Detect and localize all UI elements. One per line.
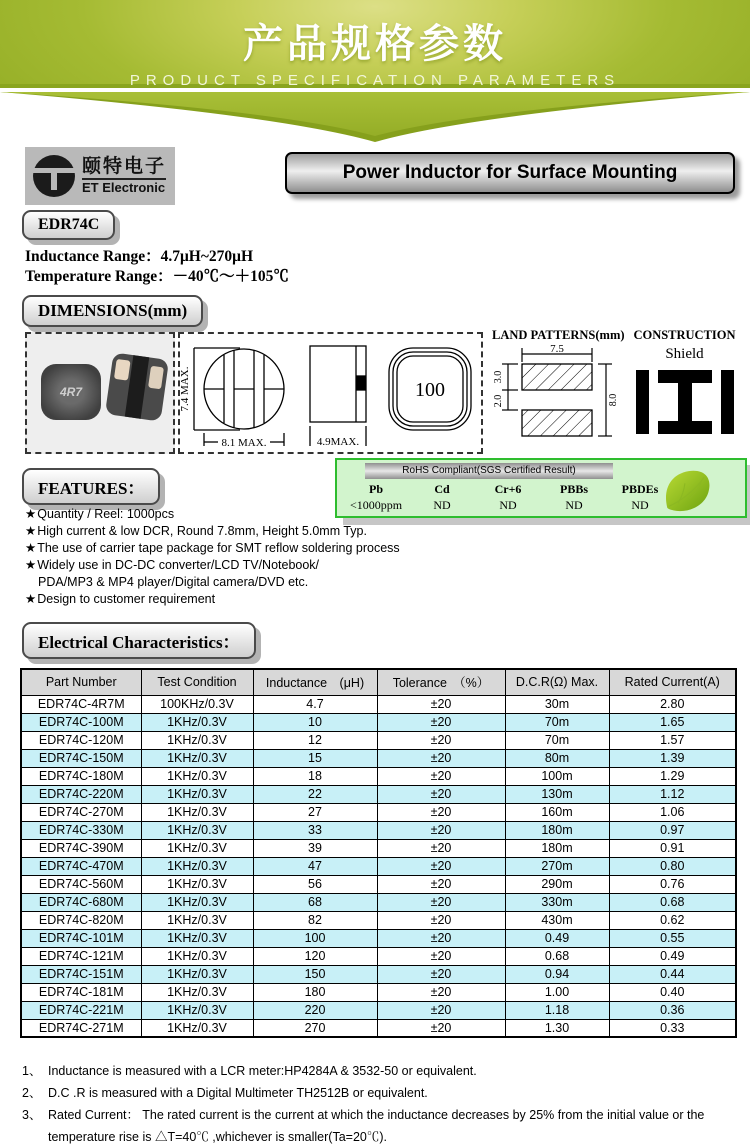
series-badge (22, 210, 115, 240)
table-cell: EDR74C-221M (21, 1001, 141, 1019)
table-cell: ±20 (377, 803, 505, 821)
table-cell: ±20 (377, 785, 505, 803)
feature-item (25, 523, 445, 540)
table-cell: ±20 (377, 767, 505, 785)
rohs-substance: Pb (368, 482, 383, 496)
table-cell: 0.68 (609, 893, 736, 911)
feature-text: Design to customer requirement (37, 592, 216, 606)
table-cell: 1KHz/0.3V (141, 875, 253, 893)
product-title: Power Inductor for Surface Mounting (342, 162, 678, 183)
note-number: 1、 (22, 1064, 42, 1078)
table-cell: 0.36 (609, 1001, 736, 1019)
table-cell: 0.40 (609, 983, 736, 1001)
table-cell: 1.39 (609, 749, 736, 767)
note (22, 1060, 738, 1082)
rohs-value: ND (433, 498, 451, 512)
table-cell: 270 (253, 1019, 377, 1037)
dimension-drawings (178, 332, 483, 454)
table-cell: ±20 (377, 695, 505, 713)
table-row (21, 965, 736, 983)
table-cell: 10 (253, 713, 377, 731)
table-cell: 70m (505, 731, 609, 749)
table-cell: 0.49 (505, 929, 609, 947)
column-header: Part Number (21, 669, 141, 695)
table-cell: 1.12 (609, 785, 736, 803)
feature-text: The use of carrier tape package for SMT reflow soldering process (37, 541, 400, 555)
table-cell: 0.76 (609, 875, 736, 893)
table-cell: EDR74C-150M (21, 749, 141, 767)
table-cell: 430m (505, 911, 609, 929)
feature-item (25, 574, 445, 591)
table-row (21, 785, 736, 803)
table-cell: EDR74C-220M (21, 785, 141, 803)
table-cell: 160m (505, 803, 609, 821)
table-cell: 270m (505, 857, 609, 875)
star-icon: ★ (25, 507, 37, 521)
table-cell: 0.44 (609, 965, 736, 983)
features-list (25, 506, 445, 608)
table-cell: EDR74C-390M (21, 839, 141, 857)
front-width-dim: 8.1 MAX. (221, 437, 267, 449)
feature-item (25, 557, 445, 574)
table-cell: EDR74C-101M (21, 929, 141, 947)
logo-text-cn: 颐特电子 (82, 156, 166, 180)
dimensions-title-text: DIMENSIONS(mm) (38, 301, 188, 320)
table-cell: 290m (505, 875, 609, 893)
table-cell: 47 (253, 857, 377, 875)
table-cell: ±20 (377, 875, 505, 893)
table-cell: ±20 (377, 965, 505, 983)
table-cell: 1KHz/0.3V (141, 821, 253, 839)
banner-curve-decoration (0, 92, 750, 144)
table-cell: 1.30 (505, 1019, 609, 1037)
table-row (21, 767, 736, 785)
table-cell: ±20 (377, 839, 505, 857)
table-cell: 1KHz/0.3V (141, 893, 253, 911)
table-cell: EDR74C-560M (21, 875, 141, 893)
table-cell: 1.29 (609, 767, 736, 785)
table-cell: 80m (505, 749, 609, 767)
table-header-row (21, 669, 736, 695)
construction-title: CONSTRUCTION (633, 328, 736, 342)
note-text: Inductance is measured with a LCR meter:HP4284A & 3532-50 or equivalent. (48, 1064, 477, 1078)
table-cell: EDR74C-100M (21, 713, 141, 731)
table-cell: 180m (505, 839, 609, 857)
table-cell: EDR74C-4R7M (21, 695, 141, 713)
table-cell: 1KHz/0.3V (141, 929, 253, 947)
table-row (21, 929, 736, 947)
table-cell: 330m (505, 893, 609, 911)
column-header: Test Condition (141, 669, 253, 695)
table-row (21, 1019, 736, 1037)
feature-item (25, 591, 445, 608)
table-cell: 0.94 (505, 965, 609, 983)
table-cell: 1KHz/0.3V (141, 767, 253, 785)
table-cell: EDR74C-470M (21, 857, 141, 875)
table-cell: ±20 (377, 1019, 505, 1037)
table-cell: 1KHz/0.3V (141, 857, 253, 875)
table-cell: 68 (253, 893, 377, 911)
feature-text: Quantity / Reel: 1000pcs (37, 507, 175, 521)
table-cell: EDR74C-151M (21, 965, 141, 983)
footnotes (22, 1060, 738, 1146)
inductor-bottom-photo (105, 352, 169, 421)
table-cell: 1KHz/0.3V (141, 1001, 253, 1019)
features-title-text: FEATURES： (38, 479, 145, 498)
table-cell: ±20 (377, 929, 505, 947)
dimension-drawing-svg (180, 334, 481, 452)
electrical-title-text: Electrical Characteristics： (38, 633, 240, 652)
table-row (21, 857, 736, 875)
table-cell: 39 (253, 839, 377, 857)
table-cell: 0.33 (609, 1019, 736, 1037)
table-cell: 100 (253, 929, 377, 947)
feature-item (25, 540, 445, 557)
star-icon: ★ (25, 592, 37, 606)
logo-text-en: ET Electronic (82, 180, 166, 195)
table-cell: 18 (253, 767, 377, 785)
table-row (21, 875, 736, 893)
table-cell: EDR74C-180M (21, 767, 141, 785)
table-cell: 1.06 (609, 803, 736, 821)
table-cell: 82 (253, 911, 377, 929)
electrical-table (20, 668, 737, 1038)
series-label: EDR74C (38, 216, 100, 233)
et-logo-icon (31, 153, 77, 199)
table-cell: ±20 (377, 857, 505, 875)
table-cell: 0.49 (609, 947, 736, 965)
table-cell: 1KHz/0.3V (141, 965, 253, 983)
table-cell: 0.97 (609, 821, 736, 839)
core-shape (658, 370, 712, 434)
shield-construction-icon (630, 370, 740, 434)
terminal-right (721, 370, 734, 434)
inductance-range-label: Inductance Range： (25, 248, 161, 265)
rohs-substance: Cd (434, 482, 450, 496)
table-row (21, 839, 736, 857)
company-logo (25, 147, 175, 205)
solder-pad (114, 359, 131, 381)
table-cell: ±20 (377, 821, 505, 839)
table-cell: 15 (253, 749, 377, 767)
table-row (21, 731, 736, 749)
table-cell: 1KHz/0.3V (141, 731, 253, 749)
table-cell: 1KHz/0.3V (141, 983, 253, 1001)
pad-height-dim: 3.0 (493, 370, 504, 384)
product-title-bar (285, 152, 735, 194)
table-cell: 1.18 (505, 1001, 609, 1019)
table-cell: 1KHz/0.3V (141, 911, 253, 929)
rohs-substance: Cr+6 (494, 482, 522, 496)
inductance-range-line (25, 247, 289, 267)
construction-type: Shield (665, 346, 704, 362)
rohs-value: ND (499, 498, 517, 512)
top-view-marking: 100 (415, 379, 445, 401)
table-cell: EDR74C-181M (21, 983, 141, 1001)
table-cell: 0.80 (609, 857, 736, 875)
table-row (21, 911, 736, 929)
star-icon: ★ (25, 558, 37, 572)
table-cell: EDR74C-120M (21, 731, 141, 749)
table-cell: 1.65 (609, 713, 736, 731)
table-cell: 100KHz/0.3V (141, 695, 253, 713)
table-cell: 33 (253, 821, 377, 839)
table-cell: 130m (505, 785, 609, 803)
pad-width-dim: 7.5 (550, 344, 564, 355)
table-cell: 1KHz/0.3V (141, 839, 253, 857)
pad-gap-dim: 2.0 (493, 394, 504, 408)
page-subtitle: PRODUCT SPECIFICATION PARAMETERS (129, 72, 621, 89)
note (22, 1104, 738, 1146)
column-header: D.C.R(Ω) Max. (505, 669, 609, 695)
table-cell: 1KHz/0.3V (141, 947, 253, 965)
table-row (21, 749, 736, 767)
table-row (21, 803, 736, 821)
table-cell: ±20 (377, 1001, 505, 1019)
rohs-title: RoHS Compliant(SGS Certified Result) (365, 463, 613, 479)
terminal-left (636, 370, 649, 434)
land-pattern-drawing (492, 344, 622, 456)
table-cell: 0.55 (609, 929, 736, 947)
table-cell: 1KHz/0.3V (141, 749, 253, 767)
table-cell: EDR74C-270M (21, 803, 141, 821)
land-patterns-title: LAND PATTERNS(mm) (492, 328, 625, 342)
inductor-top-photo (41, 364, 101, 420)
table-cell: ±20 (377, 749, 505, 767)
table-cell: 70m (505, 713, 609, 731)
inductance-range-value: 4.7μH~270μH (160, 248, 254, 265)
table-cell: EDR74C-680M (21, 893, 141, 911)
table-cell: 1KHz/0.3V (141, 803, 253, 821)
table-cell: 180m (505, 821, 609, 839)
note-text: Rated Current： The rated current is the current at which the inductance decreases by 25% from the initial value or the temperature rise is △T=40℃ ,whichever is smaller(Ta=20℃). (48, 1108, 705, 1144)
table-cell: 120 (253, 947, 377, 965)
column-header: Rated Current(A) (609, 669, 736, 695)
table-cell: 1.57 (609, 731, 736, 749)
note-text: D.C .R is measured with a Digital Multimeter TH2512B or equivalent. (48, 1086, 428, 1100)
rohs-value: ND (631, 498, 649, 512)
table-cell: 1KHz/0.3V (141, 713, 253, 731)
temperature-range-line (25, 267, 289, 287)
table-cell: ±20 (377, 911, 505, 929)
table-row (21, 1001, 736, 1019)
temperature-range-label: Temperature Range： (25, 268, 173, 285)
front-height-dim: 7.4 MAX. (180, 366, 191, 412)
table-cell: 100m (505, 767, 609, 785)
table-cell: ±20 (377, 731, 505, 749)
table-cell: 22 (253, 785, 377, 803)
table-row (21, 713, 736, 731)
feature-item (25, 506, 445, 523)
note (22, 1082, 738, 1104)
table-cell: 0.91 (609, 839, 736, 857)
range-summary (25, 247, 289, 287)
feature-text: PDA/MP3 & MP4 player/Digital camera/DVD etc. (38, 575, 309, 589)
feature-text: High current & low DCR, Round 7.8mm, Height 5.0mm Typ. (37, 524, 367, 538)
table-cell: 220 (253, 1001, 377, 1019)
table-cell: 1KHz/0.3V (141, 785, 253, 803)
dimensions-section-title (22, 295, 203, 327)
electrical-section-title (22, 622, 256, 659)
table-cell: 2.80 (609, 695, 736, 713)
star-icon: ★ (25, 524, 37, 538)
solder-pad (148, 366, 164, 390)
note-number: 3、 (22, 1108, 42, 1122)
table-cell: 150 (253, 965, 377, 983)
column-header: Tolerance （%） (377, 669, 505, 695)
table-cell: EDR74C-820M (21, 911, 141, 929)
table-cell: 27 (253, 803, 377, 821)
table-cell: 0.68 (505, 947, 609, 965)
leaf-icon (659, 468, 717, 514)
table-cell: 56 (253, 875, 377, 893)
rohs-value: <1000ppm (349, 498, 403, 512)
rohs-substance: PBDEs (621, 482, 659, 496)
total-height-dim: 8.0 (608, 393, 619, 407)
table-cell: ±20 (377, 893, 505, 911)
table-cell: 4.7 (253, 695, 377, 713)
table-cell: ±20 (377, 983, 505, 1001)
table-cell: 30m (505, 695, 609, 713)
table-row (21, 821, 736, 839)
table-cell: ±20 (377, 947, 505, 965)
table-row (21, 947, 736, 965)
header-banner (0, 0, 750, 88)
table-row (21, 893, 736, 911)
page-title: 产品规格参数 (243, 22, 507, 66)
rohs-substance: PBBs (559, 482, 588, 496)
column-header: Inductance (μH) (253, 669, 377, 695)
table-cell: EDR74C-330M (21, 821, 141, 839)
temperature-range-value: －40℃～＋105℃ (172, 268, 289, 285)
table-cell: 180 (253, 983, 377, 1001)
table-cell: 1KHz/0.3V (141, 1019, 253, 1037)
table-cell: 12 (253, 731, 377, 749)
table-cell: EDR74C-121M (21, 947, 141, 965)
table-row (21, 695, 736, 713)
rohs-value: ND (565, 498, 583, 512)
feature-text: Widely use in DC-DC converter/LCD TV/Notebook/ (37, 558, 320, 572)
inductor-marking: 4R7 (59, 385, 82, 399)
table-cell: ±20 (377, 713, 505, 731)
rohs-substances-row (343, 482, 673, 497)
features-section-title (22, 468, 160, 505)
table-cell: 0.62 (609, 911, 736, 929)
product-photo (25, 332, 175, 454)
table-cell: EDR74C-271M (21, 1019, 141, 1037)
table-cell: 1.00 (505, 983, 609, 1001)
star-icon: ★ (25, 541, 37, 555)
note-number: 2、 (22, 1086, 42, 1100)
table-row (21, 983, 736, 1001)
side-width-dim: 4.9MAX. (316, 436, 360, 448)
